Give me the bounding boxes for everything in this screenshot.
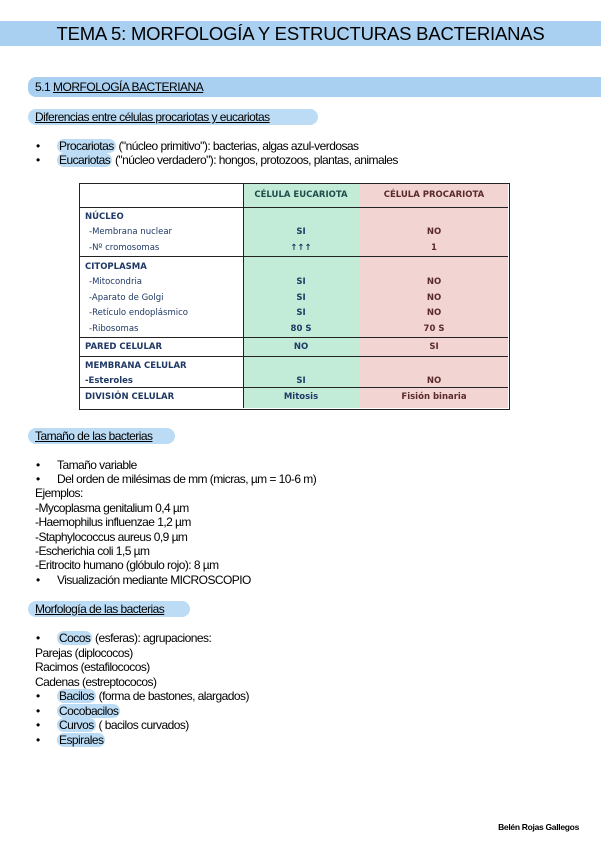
prokaryote-value: 70 S	[423, 324, 445, 334]
prokaryote-value: 1	[431, 243, 437, 253]
term-chip: Bacilos	[59, 689, 94, 703]
term-chip: Cocobacilos	[59, 704, 119, 718]
section-heading	[35, 79, 203, 95]
bullet-dot: •	[36, 573, 41, 587]
differences-bullet	[57, 139, 358, 153]
table-row-label: PARED CELULAR	[85, 342, 162, 352]
page-title: TEMA 5: MORFOLOGÍA Y ESTRUCTURAS BACTERIANAS	[56, 23, 545, 44]
example-item: -Eritrocito humano (glóbulo rojo): 8 µm	[35, 558, 219, 572]
table-row-label: -Aparato de Golgi	[89, 293, 164, 303]
prokaryote-value: NO	[426, 293, 442, 303]
table-row-label: -Nº cromosomas	[89, 243, 160, 253]
morphology-bullet	[57, 704, 120, 718]
differences-bullet	[57, 153, 398, 167]
size-bullet: Tamaño variable	[57, 458, 137, 472]
prokaryote-value: Fisión binaria	[401, 392, 467, 402]
bullet-dot: •	[36, 689, 41, 703]
bullet-text: (esferas): agrupaciones:	[92, 631, 212, 645]
header-prokaryote: CÉLULA PROCARIOTA	[383, 190, 485, 200]
table-row-label: DIVISIÓN CELULAR	[85, 392, 175, 402]
term-chip: Eucariotas	[59, 153, 111, 167]
author-footer: Belén Rojas Gallegos	[498, 822, 579, 832]
eukaryote-value: SI	[296, 376, 306, 386]
table-row-label: -Membrana nuclear	[89, 227, 173, 237]
eukaryote-value: NO	[293, 342, 309, 352]
term-chip: Curvos	[59, 718, 94, 732]
example-item: -Escherichia coli 1,5 µm	[35, 544, 150, 558]
section-title: MORFOLOGÍA BACTERIANA	[53, 80, 204, 94]
prokaryote-value: NO	[426, 376, 442, 386]
example-item: -Mycoplasma genitalium 0,4 µm	[35, 501, 189, 515]
table-divider	[80, 337, 508, 338]
example-item: -Haemophilus influenzae 1,2 µm	[35, 515, 191, 529]
table-divider	[80, 207, 508, 208]
eukaryote-value: SI	[296, 277, 306, 287]
size-bullet: Visualización mediante MICROSCOPIO	[57, 573, 251, 587]
eukaryote-value: ↑↑↑	[290, 243, 312, 253]
header-eukaryote: CÉLULA EUCARIOTA	[254, 190, 348, 200]
differences-heading: Diferencias entre células procariotas y eucariotas	[35, 110, 270, 124]
table-row-label: -Ribosomas	[89, 324, 139, 334]
table-row-label: NÚCLEO	[85, 212, 124, 222]
table-divider	[80, 256, 508, 257]
bullet-dot: •	[36, 139, 41, 153]
bullet-dot: •	[36, 704, 41, 718]
prokaryote-value: SI	[429, 342, 439, 352]
example-item: -Staphylococcus aureus 0,9 µm	[35, 530, 188, 544]
table-row-label: -Mitocondria	[89, 277, 143, 287]
size-heading: Tamaño de las bacterias	[35, 429, 153, 443]
term-chip: Cocos	[59, 631, 91, 645]
size-bullet: Del orden de milésimas de mm (micras, µm = 10-6 m)	[57, 472, 317, 486]
morphology-bullet	[57, 689, 249, 703]
table-row-label: -Retículo endoplásmico	[89, 308, 188, 318]
eukaryote-value: SI	[296, 227, 306, 237]
grouping-item: Cadenas (estreptococos)	[35, 675, 157, 689]
morphology-bullet	[57, 631, 211, 645]
morphology-bullet	[57, 718, 189, 732]
bullet-text: ("núcleo primitivo"): bacterias, algas azul-verdosas	[115, 139, 359, 153]
term-chip: Procariotas	[59, 139, 114, 153]
morphology-heading: Morfología de las bacterias	[35, 602, 165, 616]
prokaryote-value: NO	[426, 277, 442, 287]
table-divider	[80, 356, 508, 357]
eukaryote-value: Mitosis	[283, 392, 319, 402]
eukaryote-value: 80 S	[290, 324, 312, 334]
bullet-dot: •	[36, 718, 41, 732]
bullet-text: ( bacilos curvados)	[95, 718, 189, 732]
grouping-item: Parejas (diplococos)	[35, 646, 133, 660]
morphology-bullet	[57, 733, 105, 747]
eukaryote-value: SI	[296, 308, 306, 318]
bullet-dot: •	[36, 458, 41, 472]
section-number: 5.1	[35, 80, 51, 94]
table-row-label: MEMBRANA CELULAR	[85, 361, 187, 371]
bullet-text: (forma de bastones, alargados)	[95, 689, 249, 703]
bullet-dot: •	[36, 733, 41, 747]
comparison-table	[79, 183, 510, 410]
bullet-text: ("núcleo verdadero"): hongos, protozoos, plantas, animales	[112, 153, 398, 167]
grouping-item: Racimos (estafilococos)	[35, 660, 150, 674]
bullet-dot: •	[36, 153, 41, 167]
table-row-label: CITOPLASMA	[85, 262, 147, 272]
eukaryote-value: SI	[296, 293, 306, 303]
table-row-label: -Esteroles	[85, 376, 133, 386]
bullet-dot: •	[36, 472, 41, 486]
term-chip: Espirales	[59, 733, 104, 747]
prokaryote-value: NO	[426, 308, 442, 318]
bullet-dot: •	[36, 631, 41, 645]
examples-label: Ejemplos:	[35, 486, 83, 500]
prokaryote-value: NO	[426, 227, 442, 237]
